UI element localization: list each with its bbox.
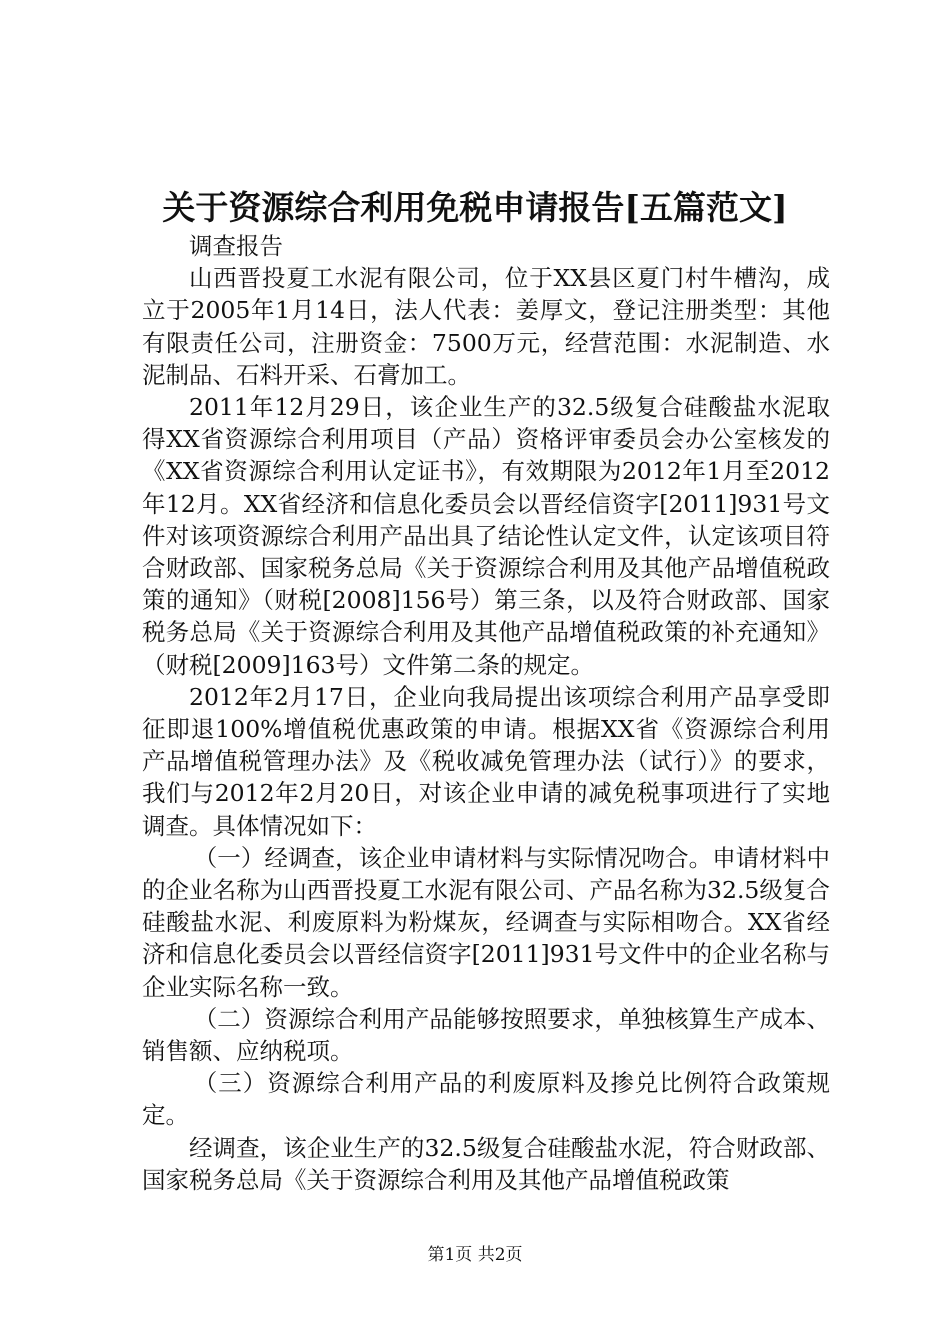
- paragraph-item-three: （三）资源综合利用产品的利废原料及掺兑比例符合政策规定。: [142, 1069, 830, 1130]
- paragraph-item-two: （二）资源综合利用产品能够按照要求，单独核算生产成本、销售额、应纳税项。: [142, 1004, 830, 1066]
- paragraph-company-info: 山西晋投夏工水泥有限公司，位于XX县区夏门村牛槽沟，成立于2005年1月14日，法人代表：姜厚文，登记注册类型：其他有限责任公司，注册资金：7500万元，经营范围：水泥制造、水泥制品、石料开采、石膏加工。: [142, 264, 830, 389]
- paragraph-item-one: （一）经调查，该企业申请材料与实际情况吻合。申请材料中的企业名称为山西晋投夏工水泥有限公司、产品名称为32.5级复合硅酸盐水泥、利废原料为粉煤灰，经调查与实际相吻合。XX省经济和信息化委员会以晋经信资字[2011]931号文件中的企业名称与企业实际名称一致。: [142, 843, 830, 1001]
- paragraph-certification: 2011年12月29日，该企业生产的32.5级复合硅酸盐水泥取得XX省资源综合利用项目（产品）资格评审委员会办公室核发的《XX省资源综合利用认定证书》，有效期限为2012年1月至2012年12月。XX省经济和信息化委员会以晋经信资字[2011]931号文件对该项资源综合利用产品出具了结论性认定文件，认定该项目符合财政部、国家税务总局《关于资源综合利用及其他产品增值税政策的通知》（财税[2008]156号）第三条，以及符合财政部、国家税务总局《关于资源综合利用及其他产品增值税政策的补充通知》（财税[2009]163号）文件第二条的规定。: [142, 393, 830, 679]
- paragraph-conclusion: 经调查，该企业生产的32.5级复合硅酸盐水泥，符合财政部、国家税务总局《关于资源综合利用及其他产品增值税政策: [142, 1133, 830, 1194]
- paragraph-application: 2012年2月17日，企业向我局提出该项综合利用产品享受即征即退100%增值税优惠政策的申请。根据XX省《资源综合利用产品增值税管理办法》及《税收减免管理办法（试行）》的要求，我们与2012年2月20日，对该企业申请的减免税事项进行了实地调查。具体情况如下：: [142, 682, 830, 840]
- page-number-footer: 第1页 共2页: [427, 1245, 523, 1265]
- paragraph-heading: 调查报告: [189, 232, 283, 260]
- document-title: 关于资源综合利用免税申请报告[五篇范文]: [162, 188, 788, 227]
- document-body: [142, 230, 830, 1196]
